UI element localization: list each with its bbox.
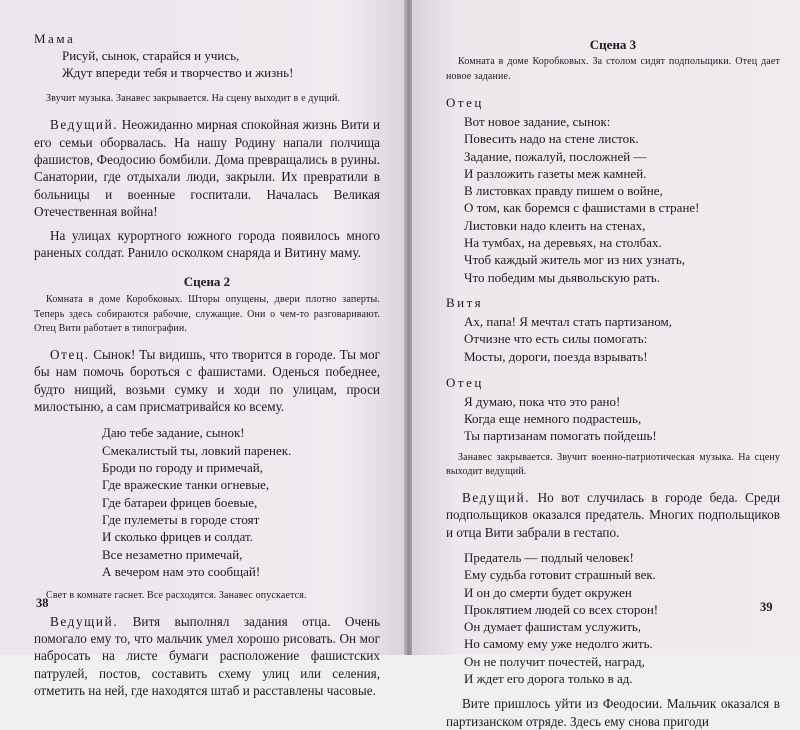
verse-line: Где пулеметы в городе стоят	[102, 511, 260, 527]
right-page	[412, 0, 800, 729]
stage-direction-1: Звучит музыка. Занавес закрывается. На сцену выходит в е дущий.	[46, 92, 341, 104]
page-number-left: 38	[36, 596, 49, 610]
verse-line: Все незаметно примечай,	[102, 546, 243, 562]
paragraph-narrator-1	[446, 489, 780, 541]
verse-line: Листовки надо клеить на стенах,	[464, 217, 646, 233]
verse-line: Повесить надо на стене листок.	[464, 131, 639, 147]
verse-line: Броди по городу и примечай,	[102, 460, 263, 476]
verse-father-2	[464, 393, 780, 445]
verse-line: Проклятием людей со всех сторон!	[464, 601, 659, 617]
scene-3-title: Сцена 3	[589, 37, 637, 52]
verse-line: Ему судьба готовит страшный век.	[464, 567, 656, 583]
verse-line: В листовках правду пишем о войне,	[464, 183, 663, 199]
verse-line: Чтоб каждый житель мог из них узнать,	[464, 252, 686, 268]
paragraph-narrator-2: На улицах курортного южного города появилось много раненых солдат. Ранило осколком снаряда и Витину маму.	[34, 227, 380, 260]
speaker-father: Отец.	[50, 346, 90, 362]
paragraph-text: Витя выполнял задания отца. Очень помогало ему то, что мальчик умел хорошо рисовать. Он мог набросать на листе бумаги расположение фашистских патрулей, постов, составить схему улиц или селения, отметить на ней, где находятся штаб и расставлены часовые.	[34, 613, 381, 699]
verse-line: Он не получит почестей, наград,	[464, 653, 645, 669]
verse-line: И разложить газеты меж камней.	[464, 165, 647, 181]
speaker-narrator: Ведущий.	[462, 489, 531, 505]
scene-2-title: Сцена 2	[183, 274, 231, 290]
speaker-vitya: Витя	[446, 294, 484, 310]
paragraph-narrator-2: Вите пришлось уйти из Феодосии. Мальчик оказался в партизанском отряде. Здесь ему снова пригоди	[446, 696, 780, 729]
verse-line: Вот новое задание, сынок:	[464, 114, 611, 129]
stage-direction-3: Свет в комнате гаснет. Все расходятся. Занавес опускается.	[46, 590, 307, 602]
left-page	[0, 0, 406, 699]
verse-line: Смекалистый ты, ловкий паренек.	[102, 442, 292, 458]
speaker-narrator: Ведущий.	[50, 613, 119, 629]
speaker-narrator: Ведущий.	[50, 117, 119, 133]
stage-direction-2: Занавес закрывается. Звучит военно-патриотическая музыка. На сцену выходит ведущий.	[446, 451, 780, 478]
stage-direction-1: Комната в доме Коробковых. За столом сидят подпольщики. Отец дает новое задание.	[446, 56, 780, 82]
verse-line: Когда еще немного подрастешь,	[464, 411, 642, 427]
verse-traitor	[464, 549, 780, 687]
verse-father-1	[464, 113, 780, 286]
verse-line: Ждут впереди тебя и творчество и жизнь!	[62, 65, 294, 81]
verse-line: Где вражеские танки огневые,	[102, 477, 270, 493]
speaker-father: Отец	[446, 95, 484, 110]
verse-line: И сколько фрицев и солдат.	[102, 529, 254, 545]
paragraph-narrator-1	[34, 116, 380, 220]
verse-line: Но самому ему уже недолго жить.	[464, 636, 653, 652]
verse-line: О том, как боремся с фашистами в стране!	[464, 200, 700, 216]
stage-direction-2: Комната в доме Коробковых. Шторы опущены, двери плотно заперты. Теперь здесь собираются рабочие, служащие. Они о чем-то разговаривают. Отец Вити работает в типографии.	[34, 294, 380, 335]
verse-line: Рисуй, сынок, старайся и учись,	[62, 48, 240, 63]
verse-line: А вечером нам это сообщай!	[102, 563, 261, 579]
verse-line: Задание, пожалуй, посложней —	[464, 148, 647, 164]
verse-vitya	[464, 313, 780, 365]
paragraph-narrator-3	[34, 613, 380, 700]
verse-line: Мосты, дороги, поезда взрывать!	[464, 348, 648, 364]
verse-line: Ты партизанам помогать пойдешь!	[464, 428, 657, 444]
paragraph-father-1	[34, 346, 380, 416]
paragraph-text: Сынок! Ты видишь, что творится в городе. Ты мог бы нам помочь бороться с фашистами. Оденься победнее, будто нищий, возьми сумку и ходи по улицам, проси милостыню, а сам присматривайся ко всему.	[34, 346, 381, 415]
speaker-mama: Мама	[34, 31, 76, 46]
paragraph-text: Но вот случилась в городе беда. Среди подпольщиков оказался предатель. Многих подпольщиков и отца Вити забрали в гестапо.	[446, 489, 781, 540]
verse-line: Предатель — подлый человек!	[464, 549, 634, 565]
verse-line: Даю тебе задание, сынок!	[102, 425, 245, 441]
verse-line: На тумбах, на деревьях, на столбах.	[464, 235, 662, 251]
speaker-father: Отец	[446, 374, 484, 390]
verse-mama	[62, 47, 380, 82]
page-number-right: 39	[760, 600, 773, 614]
verse-line: Ах, папа! Я мечтал стать партизаном,	[464, 313, 673, 329]
verse-line: Отчизне что есть силы помогать:	[464, 331, 648, 347]
verse-line: Он думает фашистам услужить,	[464, 619, 642, 635]
verse-line: И он до смерти будет окружен	[464, 584, 632, 600]
verse-line: Я думаю, пока что это рано!	[464, 393, 621, 409]
verse-line: Где батареи фрицев боевые,	[102, 494, 258, 510]
verse-line: И ждет его дорога только в ад.	[464, 671, 633, 687]
verse-line: Что победим мы дьявольскую рать.	[464, 269, 660, 285]
verse-father	[102, 424, 380, 580]
paragraph-text: Неожиданно мирная спокойная жизнь Вити и его семьи оборвалась. На нашу Родину напали полчища фашистов, Феодосию бомбили. Дома превращались в руины. Санатории, где отдыхали люди, закрыли. Их превратили в больницы и военные госпитали. Началась Великая Отечественная война!	[34, 117, 380, 220]
